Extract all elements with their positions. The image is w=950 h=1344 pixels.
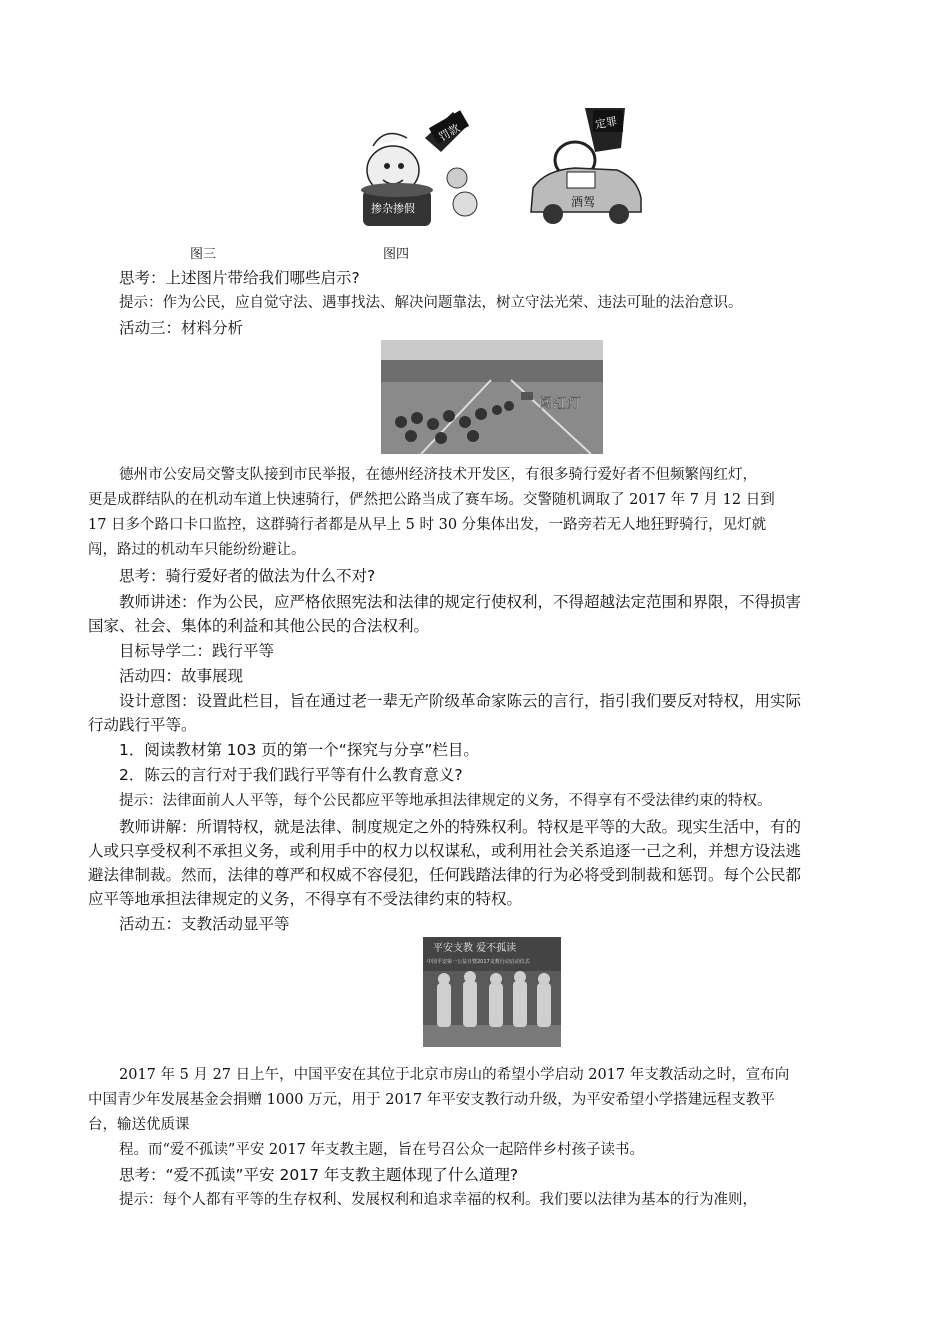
figure-three-cartoon xyxy=(345,108,485,230)
material-two-cont-3 xyxy=(88,1113,878,1137)
adulteration-label: 掺杂掺假 xyxy=(371,202,415,215)
figure-four-caption: 图四 xyxy=(383,247,410,262)
task-item-one: 1．阅读教材第 103 页的第一个“探究与分享”栏目。 xyxy=(119,741,479,759)
activity-five-heading: 活动五：支教活动显平等 xyxy=(119,915,290,933)
event-banner-title: 平安支教 爱不孤读 xyxy=(433,943,517,954)
material-two-line: 2017 年 5 月 27 日上午，中国平安在其位于北京市房山的希望小学启动 2017 年支教活动之时，宣布向 xyxy=(119,1067,790,1083)
teaching-event-photo-graphic xyxy=(423,937,561,1047)
question-three: 思考：“爱不孤读”平安 2017 年支教主题体现了什么道理? xyxy=(119,1166,519,1184)
design-intent-line: 行动践行平等。 xyxy=(88,716,197,734)
teacher-talk-line: 避法律制裁。然而，法律的尊严和权威不容侵犯，任何践踏法律的行为必将受到制裁和惩罚。每个公民都 xyxy=(88,866,802,884)
red-light-label: 闯红灯 xyxy=(539,396,581,412)
cartoon-fine-illustration xyxy=(345,108,485,230)
material-one-cont-4 xyxy=(88,538,878,562)
task-item-two: 2．陈云的言行对于我们践行平等有什么教育意义? xyxy=(119,766,463,784)
material-one-line: 德州市公安局交警支队接到市民举报，在德州经济技术开发区，有很多骑行爱好者不但频繁闯红灯， xyxy=(119,467,757,483)
activity-four-heading: 活动四：故事展现 xyxy=(119,667,244,685)
material-two xyxy=(88,1063,878,1087)
figure-three-caption: 图三 xyxy=(190,247,217,262)
material-two-line: 程。而“爱不孤读”平安 2017 年支教主题，旨在号召公众一起陪伴乡村孩子读书。 xyxy=(119,1142,644,1158)
activity-three-heading: 活动三：材料分析 xyxy=(119,319,244,337)
teacher-talk-two-cont-3 xyxy=(88,863,878,887)
teaching-event-photo xyxy=(423,937,561,1047)
teacher-talk-two xyxy=(88,815,878,839)
conviction-label: 定罪 xyxy=(594,114,619,132)
design-intent-line: 设计意图：设置此栏目，旨在通过老一辈无产阶级革命家陈云的言行，指引我们要反对特权，用实际 xyxy=(119,692,802,710)
teacher-talk-two-cont-2 xyxy=(88,839,878,863)
teacher-talk-two-cont-4 xyxy=(88,887,878,911)
design-intent-cont xyxy=(88,713,878,737)
cyclists-photo-graphic xyxy=(381,340,603,454)
material-one-line: 闯，路过的机动车只能纷纷避让。 xyxy=(88,542,306,558)
material-two-cont-2 xyxy=(88,1088,878,1112)
figure-four-cartoon xyxy=(525,108,645,230)
material-two-line: 台，输送优质课 xyxy=(88,1117,190,1133)
material-one-line: 更是成群结队的在机动车道上快速骑行，俨然把公路当成了赛车场。交警随机调取了 2017 年 7 月 12 日到 xyxy=(88,492,775,508)
question-one: 思考：上述图片带给我们哪些启示? xyxy=(119,269,360,287)
design-intent xyxy=(88,689,878,713)
goal-two-heading: 目标导学二：践行平等 xyxy=(119,642,275,660)
cartoon-drunk-driving-illustration xyxy=(525,108,645,230)
teacher-talk-one xyxy=(88,590,878,614)
teacher-talk-line: 教师讲述：作为公民，应严格依照宪法和法律的规定行使权利，不得超越法定范围和界限，不得损害 xyxy=(119,593,802,611)
material-two-cont-4 xyxy=(88,1138,878,1162)
material-one xyxy=(88,463,878,487)
teacher-talk-line: 人或只享受权利不承担义务，或利用手中的权力以权谋私，或利用社会关系追逐一己之利，并想方设法逃 xyxy=(88,842,802,860)
teacher-talk-one-cont xyxy=(88,614,878,638)
material-one-line: 17 日多个路口卡口监控，这群骑行者都是从早上 5 时 30 分集体出发，一路旁若无人地狂野骑行，见灯就 xyxy=(88,517,767,533)
material-one-cont-3 xyxy=(88,513,878,537)
question-two: 思考：骑行爱好者的做法为什么不对? xyxy=(119,567,376,585)
teacher-talk-line: 国家、社会、集体的利益和其他公民的合法权利。 xyxy=(88,617,430,635)
material-two-line: 中国青少年发展基金会捐赠 1000 万元，用于 2017 年平安支教行动升级，为平安希望小学搭建远程支教平 xyxy=(88,1092,775,1108)
cyclists-photo xyxy=(381,340,603,454)
teacher-talk-line: 应平等地承担法律规定的义务，不得享有不受法律约束的特权。 xyxy=(88,890,523,908)
fine-stamp-label: 罚款 xyxy=(436,121,463,144)
drunk-driving-label: 酒驾 xyxy=(571,195,596,209)
hint-three: 提示：每个人都有平等的生存权利、发展权利和追求幸福的权利。我们要以法律为基本的行为准则， xyxy=(119,1192,757,1208)
hint-one: 提示：作为公民，应自觉守法、遇事找法、解决问题靠法，树立守法光荣、违法可耻的法治意识。 xyxy=(119,295,743,311)
material-one-cont-2 xyxy=(88,488,878,512)
hint-two: 提示：法律面前人人平等，每个公民都应平等地承担法律规定的义务，不得享有不受法律约束的特权。 xyxy=(119,793,772,809)
event-banner-subtitle: 中国平安第一公益日暨2017支教行动启动仪式 xyxy=(427,959,530,965)
teacher-talk-line: 教师讲解：所谓特权，就是法律、制度规定之外的特殊权利。特权是平等的大敌。现实生活中，有的 xyxy=(119,818,802,836)
